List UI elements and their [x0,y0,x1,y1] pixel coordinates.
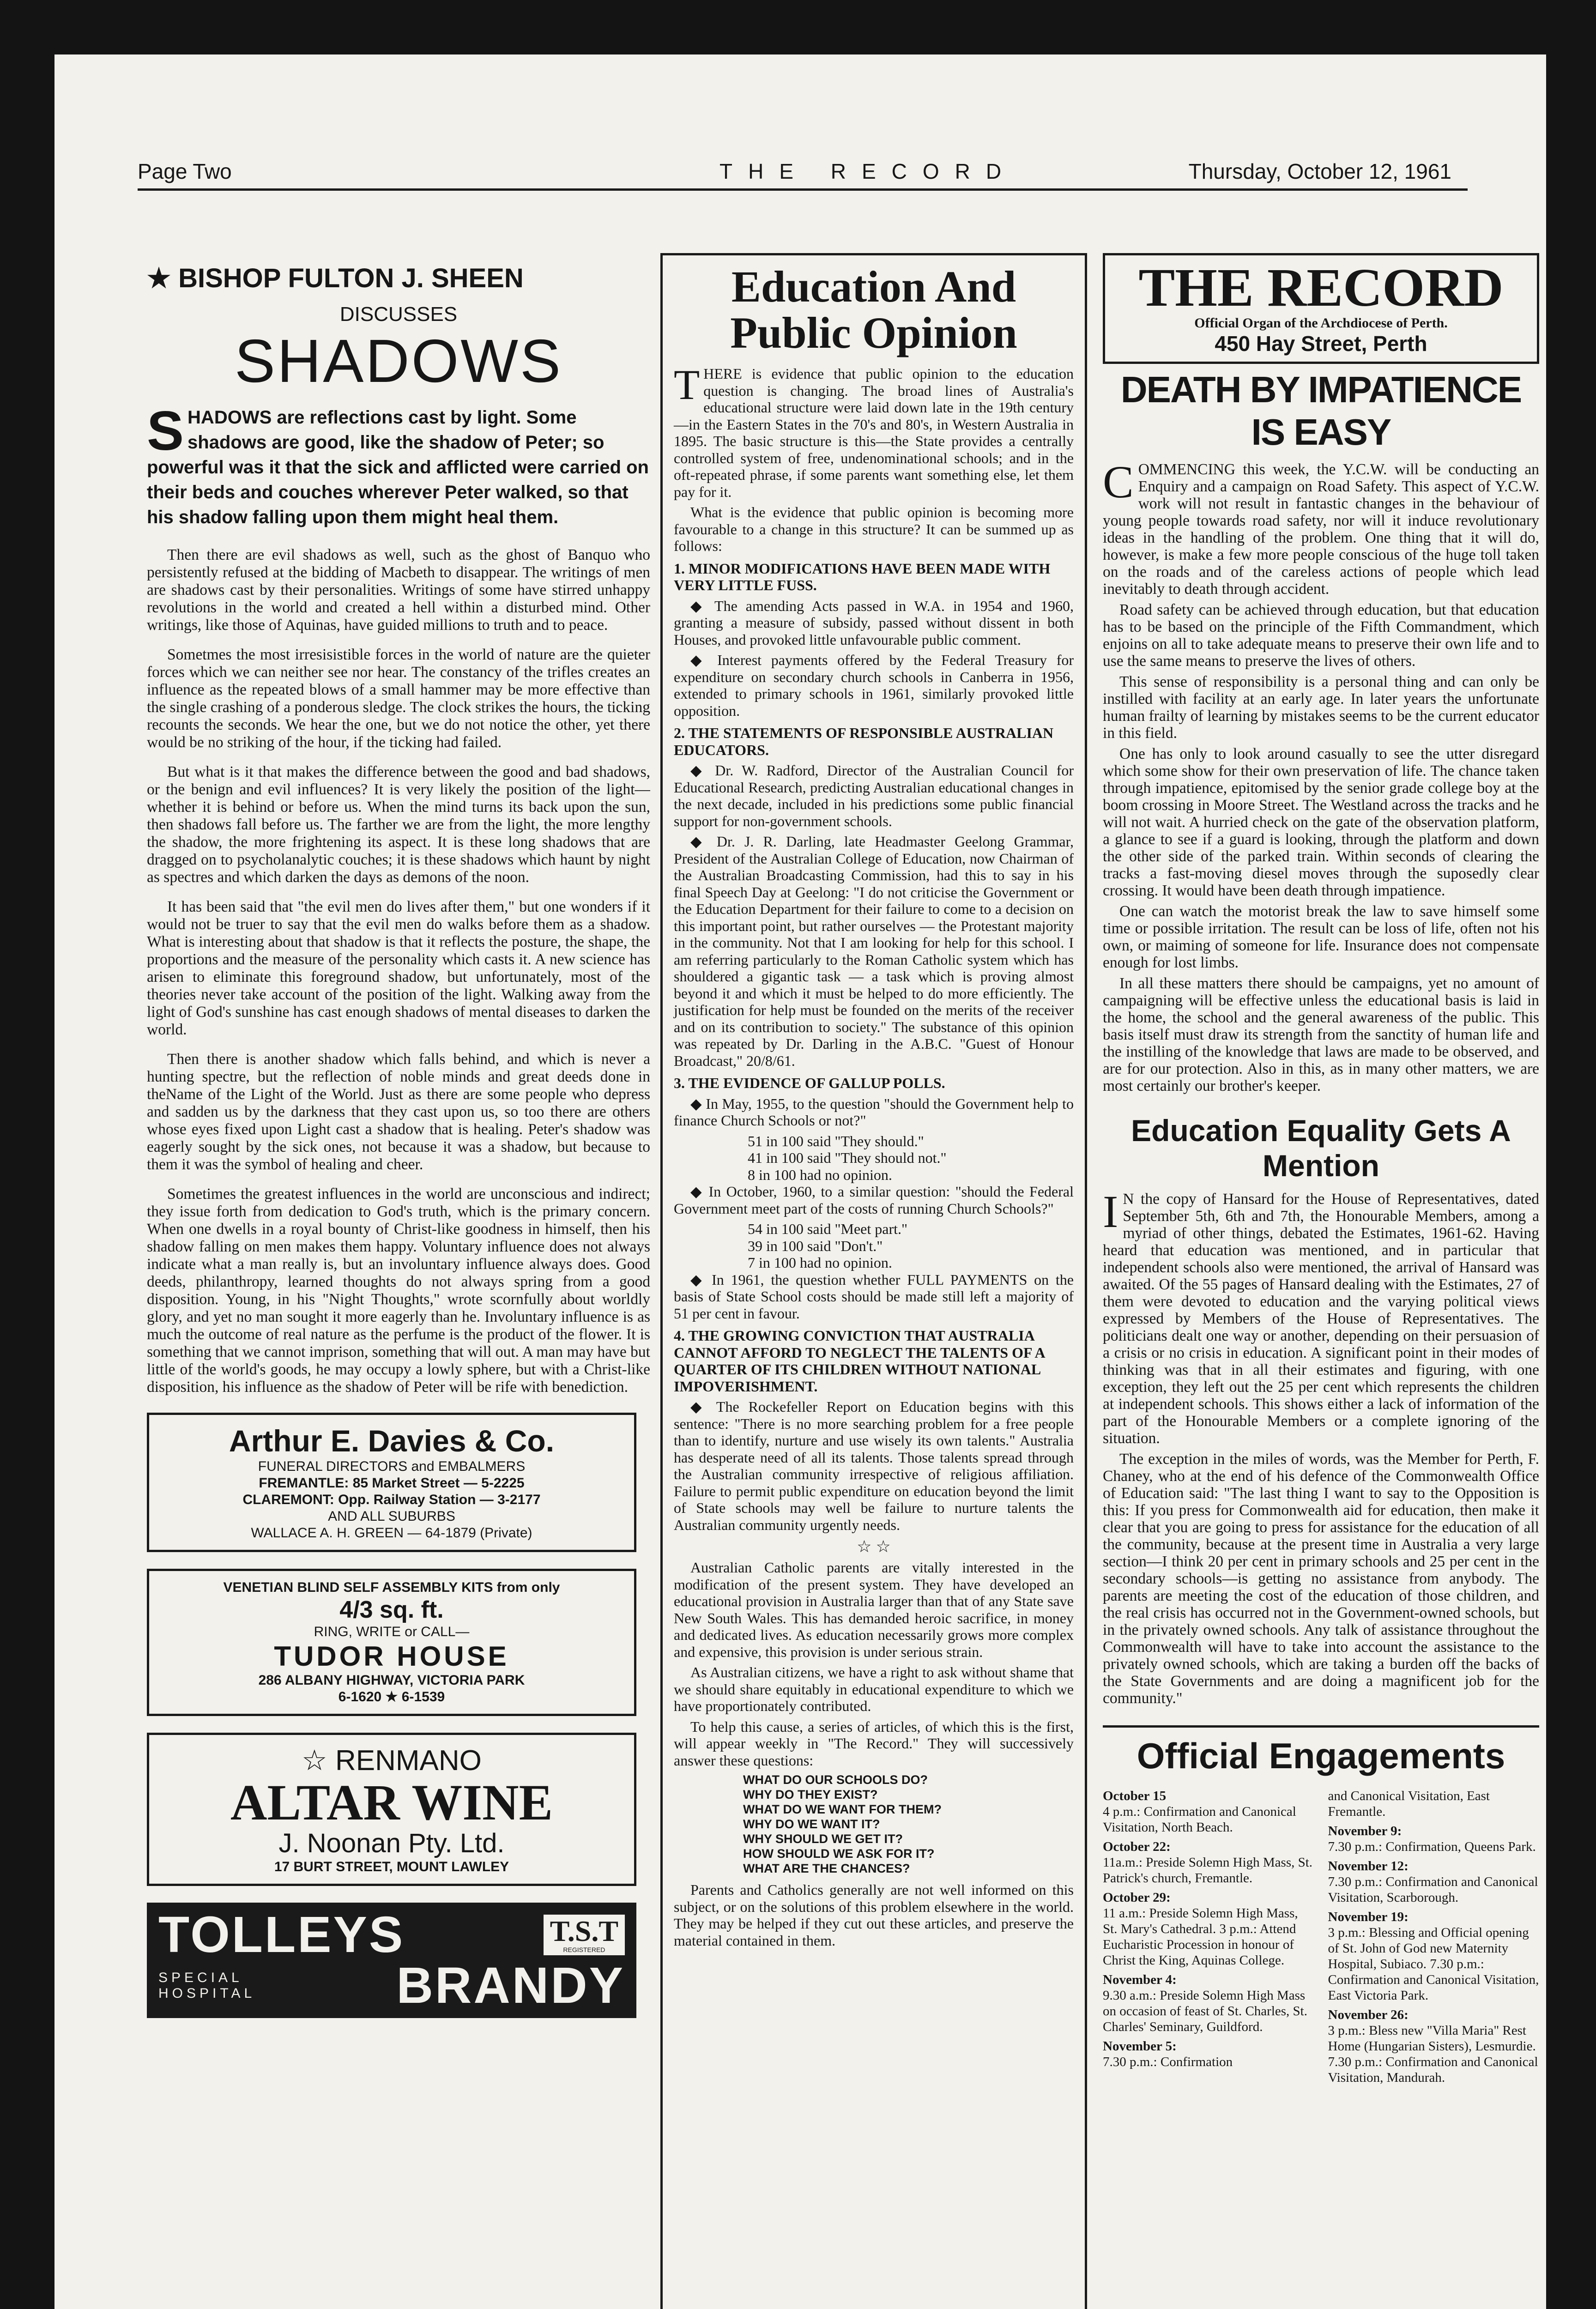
death-paragraph: One has only to look around casually to see the utter disregard which some show for their own preservation of life. The chance taken through impatience, epitomised by the senior grade college boy at the boom crossing in Moore Street. The Westland across the tracks and he will not wait. A hurried check on the gate of the observation platform, a glance to see if a guard is looking, through the platform and down the other side of the parked train. Within seconds of clearing the tracks a fast-moving diesel moves through the suposedly clear crossing. It would have been death through impatience. [1103,745,1539,899]
education-heading: 2. THE STATEMENTS OF RESPONSIBLE AUSTRALIAN EDUCATORS. [674,725,1054,758]
equality-headline: Education Equality Gets A Mention [1131,1113,1511,1183]
ad-line: WALLACE A. H. GREEN — 64-1879 (Private) [251,1525,532,1541]
education-paragraph: Australian Catholic parents are vitally interested in the modification of the present system. They have developed an educational provision in Australia larger than that of any State save New South Wales. This has demanded heroic sacrifice, in money and dedicated lives. As education necessarily grows more complex and expensive, this provision is under serious strain. [674,1559,1074,1660]
renmano-product: ALTAR WINE [230,1774,553,1831]
renmano-advertisement [147,1733,636,1886]
education-paragraph: ◆ The Rockefeller Report on Education begins with this sentence: "There is no more searching problem for a free people than to identify, nurture and use wisely its own talents." Australia has desperate need of all its talents. Those talents spread through the Australian community irrespective of religious affiliation. Failure to permit public expenditure on education beyond the limit of State schools may well be failure to nurture talents the Australian community urgently needs. [674,1398,1074,1533]
sheen-title: SHADOWS [234,327,563,395]
issue-date: Thursday, October 12, 1961 [1188,159,1451,183]
question-item: WHY SHOULD WE GET IT? [743,1832,903,1846]
question-item: WHY DO THEY EXIST? [743,1788,878,1801]
poll-result: 39 in 100 said "Don't." [748,1237,883,1254]
right-column [1103,253,1539,2309]
death-paragraph: Road safety can be achieved through education, but that education has to be based on the principle of the Fifth Commandment, which enjoins on all to take adequate means to preserve their own life and to use the same means to preserve the lives of others. [1103,601,1539,670]
education-paragraph: As Australian citizens, we have a right to ask without shame that we should share equitably in educational expenditure to which we have proportionately contributed. [674,1664,1074,1714]
record-masthead [1103,253,1539,364]
education-paragraph: THERE is evidence that public opinion to the education question is changing. The broad lines of Australia's educational structure were laid down late in the 19th century—in the Eastern States in the 70's and 80's, in Western Australia in 1895. The basic structure is this—the State provides a centrally controlled system of free, undenominational schools; and in the oft-repeated phrase, if some parents want something else, let them pay for it. [674,361,1074,500]
poll-result: 8 in 100 had no opinion. [748,1166,892,1183]
education-column [660,253,1087,2309]
engagement-date: November 19: [1328,1910,1409,1924]
tolleys-name: TOLLEYS [158,1906,405,1963]
engagement-text: 7.30 p.m.: Confirmation [1103,2055,1233,2069]
engagements-left [1103,1784,1314,2085]
engagement-date: November 9: [1328,1824,1402,1838]
education-paragraph: What is the evidence that public opinion is becoming more favourable to a change in this structure? It can be summed up as follows: [674,504,1074,554]
equality-dropcap: I [1103,1186,1118,1237]
tolleys-product: BRANDY [396,1957,625,2014]
equality-paragraph: I N the copy of Hansard for the House of Representatives, dated September 5th, 6th and 7th, the Honourable Members, among a myriad of other things, debated the Estimates, 1961-62. Having heard that education was mentioned, and in particular that independent schools also were mentioned, the arrival of Hansard was awaited. Of the 55 pages of Hansard dealing with the Estimates, 27 of them were devoted to education and the varying political views expressed by Members of the House of Representatives. The politicians dealt one way or another, depending on their persuasion of a crisis or no crisis in education. A significant point in their modes of thinking was that in all their estimates and figuring, with one exception, they left out the 25 per cent which represents the children at independent schools. This shows either a lack of information of the part of the Honourable Members or a complete ignoring of the situation. [1103,1186,1539,1447]
death-paragraph: COMMENCING this week, the Y.C.W. will be conducting an Enquiry and a campaign on Road Safety. This aspect of Y.C.W. work will not result in fantastic changes in the behaviour of young people towards road safety, nor will it induce revolutionary ideas in the handling of the problem. One thing that it will do, however, is make a few more people conscious of the huge toll taken on the roads and of the careless actions of people which lead inevitably to death through accident. [1103,456,1539,598]
question-item: WHY DO WE WANT IT? [743,1817,880,1831]
engagement-date: November 5: [1103,2039,1177,2054]
tudor-name: TUDOR HOUSE [274,1641,509,1672]
question-item: HOW SHOULD WE ASK FOR IT? [743,1847,935,1861]
engagements-list [1103,1784,1539,2085]
poll-result: 54 in 100 said "Meet part." [748,1221,908,1237]
equality-paragraph: The exception in the miles of words, was the Member for Perth, F. Chaney, who at the end of his defence of the Commonwealth Office of Education said: "The last thing I want to say to the Opposition is this: If you press for Commonwealth aid for education, then make it clear that you are going to press for assistance for the education of all the community, because at the present time in Australia a very large section—I think 20 per cent in primary schools and 25 per cent in the secondary schools—is getting no assistance from anybody. The parents are meeting the cost of the education of those children, and the real crisis has occurred not in the Government-owned schools, but in the privately owned schools. Any talk of assistance throughout the Commonwealth will have to take into account the assistance to the privately owned schools, which are taking a burden off the backs of the State Governments and are doing a magnificent job for the community." [1103,1451,1539,1707]
sheen-dropcap: S [147,400,184,462]
education-paragraph: ◆ Dr. W. Radford, Director of the Australian Council for Educational Research, predicting Australian educational changes in the next decade, included in his predictions some public financial support for non-government schools. [674,762,1074,829]
sheen-column [147,253,650,2309]
masthead-subtitle: Official Organ of the Archdiocese of Perth. [1194,315,1448,331]
education-paragraph: ◆ In 1961, the question whether FULL PAYMENTS on the basis of State School costs should be made still left a majority of 51 per cent in favour. [674,1271,1074,1322]
engagement-text: 11 a.m.: Preside Solemn High Mass, St. Mary's Cathedral. 3 p.m.: Attend Eucharistic Procession in honour of Christ the King, Aquinas College. [1103,1906,1298,1968]
poll-result: 41 in 100 said "They should not." [748,1149,947,1166]
question-item: WHAT DO WE WANT FOR THEM? [743,1802,942,1816]
engagement-date: October 15 [1103,1789,1167,1803]
death-paragraph: This sense of responsibility is a personal thing and can only be instilled with facility at an early age. In later years the unfortunate human frailty of learning by mistakes seems to be the current educator in this field. [1103,673,1539,742]
masthead-address: 450 Hay Street, Perth [1215,332,1427,356]
engagement-date: October 22: [1103,1839,1171,1854]
sheen-paragraph: It has been said that "the evil men do lives after them," but one wonders if it would not be truer to say that the evil men do walks before them as a shadow. What is interesting about that shadow is that it reflects the posture, the shape, the proportions and the measure of the personality which casts it. A new science has arisen to eliminate this foreground shadow, but unfortunately, most of the theories never take account of the position of the light. Walking away from the light of God's sunshine has cast enough shadows of mental diseases to darken the world. [147,898,650,1038]
engagement-date: November 4: [1103,1972,1177,1987]
ad-line: 6-1620 ★ 6-1539 [338,1689,445,1705]
education-heading: 3. THE EVIDENCE OF GALLUP POLLS. [674,1075,945,1091]
ad-line: ☆ RENMANO [302,1745,482,1777]
ad-line: 4/3 sq. ft. [339,1596,444,1623]
davies-name: Arthur E. Davies & Co. [229,1424,555,1458]
tst-badge [544,1915,625,1955]
engagements-right [1328,1784,1540,2085]
death-headline: DEATH BY IMPATIENCE IS EASY [1120,369,1522,453]
education-paragraph: Parents and Catholics generally are not well informed on this subject, or on the solutions of this problem elsewhere in the world. They may be helped if they cut out these articles, and preserve the material contained in them. [674,1881,1074,1949]
question-item: WHAT ARE THE CHANCES? [743,1862,910,1875]
sheen-paragraph: Sometmes the most irresisistible forces in the world of nature are the quieter forces which we can neither see nor hear. The constancy of the trifles creates an influence as the repeated blows of a small hammer may be more effective than the single crashing of a ponderous sledge. The clock strikes the hours, the ticking recounts the seconds. We hear the one, but we do not notice the other, yet there would be no striking of the hour, if the ticking had failed. [147,646,650,751]
sheen-discusses: DISCUSSES [339,303,458,326]
ad-line: SPECIAL HOSPITAL [158,1970,256,2001]
ad-line: AND ALL SUBURBS [328,1509,455,1524]
engagements-headline: Official Engagements [1103,1725,1539,1777]
engagement-text: 4 p.m.: Confirmation and Canonical Visitation, North Beach. [1103,1804,1296,1835]
education-dropcap: T [674,361,700,408]
education-paragraph: ◆ In October, 1960, to a similar question: "should the Federal Government meet part of the costs of running Church Schools?" [674,1183,1074,1217]
engagement-text: 3 p.m.: Blessing and Official opening of St. John of God new Maternity Hospital, Subiaco. 7.30 p.m.: Confirmation and Canonical Visitation, East Victoria Park. [1328,1925,1539,2003]
ad-line: 17 BURT STREET, MOUNT LAWLEY [274,1859,509,1874]
section-stars: ☆ ☆ [857,1537,891,1556]
ad-line: FUNERAL DIRECTORS and EMBALMERS [258,1459,526,1474]
ad-line: VENETIAN BLIND SELF ASSEMBLY KITS from only [223,1580,560,1595]
education-paragraph: To help this cause, a series of articles, of which this is the first, will appear weekly in "The Record." They will successively answer these questions: [674,1718,1074,1769]
death-paragraph: In all these matters there should be campaigns, yet no amount of campaigning will be effective unless the educational basis is laid in the home, the school and the general awareness of the public. This basis itself must draw its strength from the sanctity of human life and the instilling of the knowledge that laws are made to be observed, and are for our protection. Also in this, as in many other matters, we are most certainly our brother's keeper. [1103,975,1539,1094]
ad-line: 286 ALBANY HIGHWAY, VICTORIA PARK [258,1673,525,1688]
engagement-text: 3 p.m.: Bless new "Villa Maria" Rest Home (Hungarian Sisters), Lesmurdie. 7.30 p.m.: Confirmation and Canonical Visitation, Mandurah. [1328,2023,1538,2085]
davies-advertisement [147,1413,636,1552]
engagement-date: November 12: [1328,1859,1409,1874]
badge-sub: REGISTERED [563,1946,605,1953]
education-title: Education And Public Opinion [730,262,1017,357]
sheen-lead: SHADOWS are reflections cast by light. Some shadows are good, like the shadow of Peter; so powerful was it that the sick and afflicted were carried on their beds and couches wherever Peter walked, so that his shadow falling upon them might heal them. [147,400,649,527]
sheen-paragraph: Then there are evil shadows as well, such as the ghost of Banquo who persistently refused at the bidding of Macbeth to disappear. The writings of men are shadows cast by their personalities. Writings of some have stirred unhappy revolutions in the world and created a hell within a disturbed mind. Other writings, like those of Aquinas, have guided millions to truth and to peace. [147,546,650,634]
sheen-kicker: ★ BISHOP FULTON J. SHEEN [147,263,524,293]
education-paragraph: ◆ In May, 1955, to the question "should the Government help to finance Church Schools or not?" [674,1095,1074,1129]
ad-line: CLAREMONT: Opp. Railway Station — 3-2177 [242,1492,541,1507]
header-rule [138,188,1468,191]
ad-line: FREMANTLE: 85 Market Street — 5-2225 [259,1475,525,1491]
ad-line: J. Noonan Pty. Ltd. [278,1828,505,1858]
education-heading: 4. THE GROWING CONVICTION THAT AUSTRALIA CANNOT AFFORD TO NEGLECT THE TALENTS OF A QUARTER OF ITS CHILDREN WITHOUT NATIONAL IMPOVERISHMENT. [674,1327,1045,1395]
engagement-text: 7.30 p.m.: Confirmation, Queens Park. [1328,1839,1536,1854]
death-dropcap: C [1103,456,1134,508]
badge-text: T.S.T [550,1915,618,1947]
education-paragraph: ◆ Interest payments offered by the Federal Treasury for expenditure on secondary church schools in Canberra in 1956, extended to primary schools in 1961, similarly provoked little opposition. [674,652,1074,719]
sheen-paragraph: Then there is another shadow which falls behind, and which is never a hunting spectre, but the reflection of noble minds and great deeds done in theName of the Light of the World. Just as there are some people who depress and sadden us by the darkness that they cast upon us, so too there are others whose eyes fixed upon Light cast a shadow that is healing. Peter's shadow was eagerly sought by the sick ones, not because it was a shadow, but because to them it was the symbol of healing and cheer. [147,1051,650,1173]
sheen-paragraph: But what is it that makes the difference between the good and bad shadows, or the benign and evil influences? It is very likely the position of the light—whether it is behind or before us. When the mind turns its back upon the sun, then shadows fall before us. The farther we are from the light, the more lengthy the shadow, the more frightening its aspect. It is these long shadows that are dragged on to psycholanalytic couches; it is these shadows which haunt by night as spectres and which darken the days as demons of the noon. [147,763,650,886]
paper-name: THE RECORD [719,159,1017,183]
sheen-paragraph: Sometimes the greatest influences in the world are unconscious and indirect; they issue forth from dedication to God's truth, which is the primary concern. When one dwells in a royal bounty of Christ-like goodness in himself, then his shadow falling on men makes them happy. Voluntary influence does not always indicate what a man really is, but an involuntary influence always does. Good deeds, philanthropy, learned thoughts do not always spring from a good disposition. Young, in his "Night Thoughts," wrote scornfully about worldly glory, and yet no man sought it more eagerly than he. Involuntary influence is as much the outcome of real nature as the perfume is the product of the flower. It is something that we cannot imprison, something that will out. A man may have but little of the world's goods, he may occupy a lowly sphere, but with a Christ-like disposition, his influence as the shadow of Peter will be rife with benediction. [147,1185,650,1396]
engagement-text: 9.30 a.m.: Preside Solemn High Mass on occasion of feast of St. Charles, St. Charles' Seminary, Guildford. [1103,1988,1307,2034]
engagement-text: 7.30 p.m.: Confirmation and Canonical Visitation, Scarborough. [1328,1874,1538,1905]
education-paragraph: ◆ The amending Acts passed in W.A. in 1954 and 1960, granting a measure of subsidy, passed without dissent in both Houses, and provoked little unfavourable public comment. [674,597,1074,648]
engagement-text: 11a.m.: Preside Solemn High Mass, St. Patrick's church, Fremantle. [1103,1855,1313,1886]
masthead-title: THE RECORD [1138,257,1504,318]
tudor-advertisement [147,1569,636,1716]
poll-result: 51 in 100 said "They should." [748,1132,924,1149]
page-number: Page Two [138,159,232,183]
education-heading: 1. MINOR MODIFICATIONS HAVE BEEN MADE WITH VERY LITTLE FUSS. [674,560,1051,593]
engagement-text: and Canonical Visitation, East Fremantle. [1328,1789,1490,1819]
engagement-date: November 26: [1328,2007,1409,2022]
question-item: WHAT DO OUR SCHOOLS DO? [743,1773,928,1787]
ad-line: RING, WRITE or CALL— [314,1624,470,1639]
engagement-date: October 29: [1103,1890,1171,1905]
poll-result: 7 in 100 had no opinion. [748,1254,892,1271]
tolleys-advertisement [147,1903,636,2018]
education-paragraph: ◆ Dr. J. R. Darling, late Headmaster Geelong Grammar, President of the Australian College of Education, now Chairman of the Australian Broadcasting Commission, had this to say in his final Speech Day at Geelong: "I do not criticise the Government or the Education Department for their failure to come to a decision on this important point, but rather ourselves — the Protestant majority in the community. Not that I am looking for help for this school. I am referring particularly to the Roman Catholic system which has shouldered a gigantic task — a task which is proving almost beyond it and which it must be helped to do more efficiently. The justification for help must be founded on the merits of the receiver and on its contribution to society." The substance of this opinion was repeated by Dr. Darling in the A.B.C. "Guest of Honour Broadcast," 20/8/61. [674,833,1074,1069]
death-paragraph: One can watch the motorist break the law to save himself some time or possible irritation. The result can be loss of life, often not his own, or maiming of someone for life. Insurance does not compensate enough for lost limbs. [1103,903,1539,971]
newspaper-page [54,54,1546,2309]
